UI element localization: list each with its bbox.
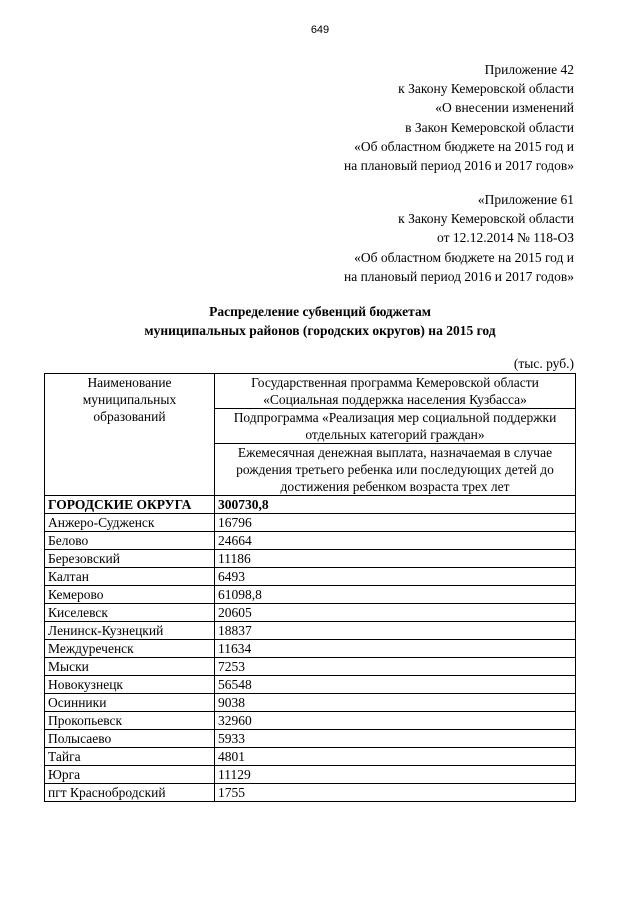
page-number: 649 <box>310 24 330 36</box>
table-row <box>45 532 576 550</box>
table-row <box>45 568 576 586</box>
appendix-1-line: к Закону Кемеровской области <box>398 81 574 97</box>
table-row <box>45 712 576 730</box>
municipality-name: Анжеро-Судженск <box>45 514 215 532</box>
total-value: 300730,8 <box>215 496 576 514</box>
subsidy-value: 24664 <box>215 532 576 550</box>
appendix-2-line: на плановый период 2016 и 2017 годов» <box>343 268 574 284</box>
table-row <box>45 676 576 694</box>
table-row <box>45 730 576 748</box>
appendix-42-reference <box>344 60 574 175</box>
municipality-name: Калтан <box>45 568 215 586</box>
municipality-name: Новокузнецк <box>45 676 215 694</box>
appendix-1-line: на плановый период 2016 и 2017 годов» <box>343 158 574 174</box>
table-row <box>45 586 576 604</box>
subsidy-value: 61098,8 <box>215 586 576 604</box>
municipality-name: Тайга <box>45 748 215 766</box>
units-label: (тыс. руб.) <box>513 356 574 371</box>
appendix-1-line: в Закон Кемеровской области <box>405 119 574 135</box>
subsidy-value: 1755 <box>215 784 576 802</box>
appendix-2-line: «Приложение 61 <box>477 192 574 207</box>
subsidy-value: 11634 <box>215 640 576 658</box>
appendix-2-line: от 12.12.2014 № 118-ОЗ <box>437 230 574 246</box>
municipality-name: Ленинск-Кузнецкий <box>45 622 215 640</box>
table-row <box>45 658 576 676</box>
municipality-name: Белово <box>45 532 215 550</box>
appendix-1-line: «Об областном бюджете на 2015 год и <box>354 138 574 154</box>
subsidy-value: 32960 <box>215 712 576 730</box>
total-label: ГОРОДСКИЕ ОКРУГА <box>45 496 215 514</box>
municipality-name: Березовский <box>45 550 215 568</box>
document-title <box>0 302 640 340</box>
appendix-1-line: «О внесении изменений <box>435 100 574 116</box>
table-row <box>45 604 576 622</box>
municipality-name: Междуреченск <box>45 640 215 658</box>
subsidy-value: 20605 <box>215 604 576 622</box>
municipality-name: Прокопьевск <box>45 712 215 730</box>
municipality-name: Полысаево <box>45 730 215 748</box>
table-row <box>45 514 576 532</box>
municipality-name: Мыски <box>45 658 215 676</box>
header-municipality: Наименование муниципальных образований <box>45 374 215 496</box>
appendix-2-line: к Закону Кемеровской области <box>398 211 574 227</box>
header-row <box>45 374 576 409</box>
table-row <box>45 622 576 640</box>
table-row <box>45 550 576 568</box>
subsidy-value: 56548 <box>215 676 576 694</box>
table-row <box>45 766 576 784</box>
subsidy-value: 7253 <box>215 658 576 676</box>
municipality-name: Юрга <box>45 766 215 784</box>
appendix-61-reference <box>344 190 574 286</box>
municipality-name: Кемерово <box>45 586 215 604</box>
subsidy-value: 11129 <box>215 766 576 784</box>
subsidy-value: 4801 <box>215 748 576 766</box>
subsidy-value: 11186 <box>215 550 576 568</box>
municipality-name: Осинники <box>45 694 215 712</box>
subsidy-value: 5933 <box>215 730 576 748</box>
header-subprogram: Подпрограмма «Реализация мер социальной поддержки отдельных категорий граждан» <box>215 409 576 444</box>
total-row <box>45 496 576 514</box>
subsidy-value: 9038 <box>215 694 576 712</box>
subsidy-value: 6493 <box>215 568 576 586</box>
subsidy-distribution-table <box>44 373 576 802</box>
municipality-name: пгт Краснобродский <box>45 784 215 802</box>
title-line-1: Распределение субвенций бюджетам <box>209 304 431 319</box>
title-line-2: муниципальных районов (городских округов) на 2015 год <box>144 323 496 338</box>
header-payment: Ежемесячная денежная выплата, назначаемая в случае рождения третьего ребенка или последующих детей до достижения ребенком возраста трех лет <box>215 444 576 496</box>
header-program: Государственная программа Кемеровской области «Социальная поддержка населения Кузбасса» <box>215 374 576 409</box>
subsidy-value: 18837 <box>215 622 576 640</box>
table-row <box>45 640 576 658</box>
appendix-2-line: «Об областном бюджете на 2015 год и <box>354 249 574 265</box>
subsidy-value: 16796 <box>215 514 576 532</box>
table-row <box>45 784 576 802</box>
table-row <box>45 694 576 712</box>
table-row <box>45 748 576 766</box>
municipality-name: Киселевск <box>45 604 215 622</box>
appendix-1-line: Приложение 42 <box>484 62 574 77</box>
